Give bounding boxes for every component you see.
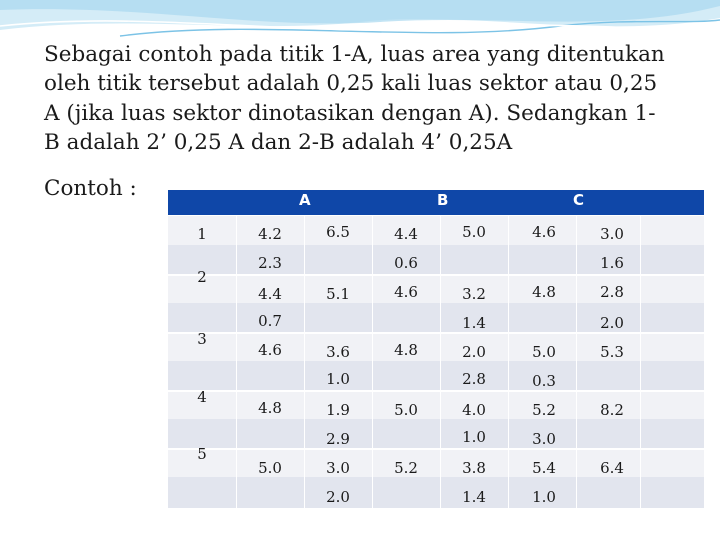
table-cell: 1.6 — [600, 254, 624, 272]
table-cell: 1.0 — [326, 370, 350, 388]
table-cell: 1.0 — [462, 428, 486, 446]
table-cell: 3.0 — [532, 430, 556, 448]
row-label-3: 3 — [197, 330, 207, 348]
table-cell: 1.4 — [462, 488, 486, 506]
table-cell: 3.8 — [462, 459, 486, 477]
table-cell: 6.4 — [600, 459, 624, 477]
table-cell: 2.0 — [462, 343, 486, 361]
table-cell: 1.9 — [326, 401, 350, 419]
table-cell: 4.2 — [258, 225, 282, 243]
table-cell: 0.7 — [258, 312, 282, 330]
table-header-row — [168, 190, 704, 217]
row-label-1: 1 — [197, 225, 207, 243]
paragraph-line-3: A (jika luas sektor dinotasikan dengan A). Sedangkan 1- — [44, 100, 656, 126]
table-cell: 4.6 — [394, 283, 418, 301]
table-cell: 5.0 — [258, 459, 282, 477]
table-cell: 4.8 — [258, 399, 282, 417]
table-cell: 4.6 — [532, 223, 556, 241]
table-cell: 5.0 — [532, 343, 556, 361]
table-cell: 4.8 — [394, 341, 418, 359]
row-label-4: 4 — [197, 388, 207, 406]
table-cell: 4.4 — [258, 285, 282, 303]
paragraph-line-1: Sebagai contoh pada titik 1-A, luas area yang ditentukan — [44, 42, 665, 67]
table-cell: 2.8 — [600, 283, 624, 301]
paragraph-line-4: B adalah 2’ 0,25 A dan 2-B adalah 4’ 0,25A — [44, 129, 513, 155]
table-cell: 4.0 — [462, 401, 486, 419]
table-band — [168, 361, 704, 390]
column-header-b: B — [437, 191, 449, 209]
row-label-5: 5 — [197, 445, 207, 463]
table-cell: 5.2 — [394, 459, 418, 477]
table-band — [168, 419, 704, 448]
explanation-paragraph — [44, 40, 704, 157]
paragraph-line-2: oleh titik tersebut adalah 0,25 kali luas sektor atau 0,25 — [44, 71, 658, 97]
table-cell: 3.2 — [462, 285, 486, 303]
example-label: Contoh : — [44, 176, 137, 201]
table-band — [168, 477, 704, 508]
table-cell: 3.0 — [600, 225, 624, 243]
table-cell: 2.9 — [326, 430, 350, 448]
table-cell: 8.2 — [600, 401, 624, 419]
table-cell: 0.6 — [394, 254, 418, 272]
table-cell: 6.5 — [326, 223, 350, 241]
column-header-c: C — [573, 191, 585, 209]
table-cell: 1.4 — [462, 314, 486, 332]
table-cell: 5.3 — [600, 343, 624, 361]
table-cell: 2.0 — [600, 314, 624, 332]
table-cell: 5.2 — [532, 401, 556, 419]
table-cell: 3.0 — [326, 459, 350, 477]
table-cell: 4.6 — [258, 341, 282, 359]
table-cell: 4.8 — [532, 283, 556, 301]
table-cell: 2.8 — [462, 370, 486, 388]
table-cell: 5.0 — [394, 401, 418, 419]
table-cell: 5.1 — [326, 285, 350, 303]
column-header-a: A — [299, 191, 311, 209]
table-cell: 5.0 — [462, 223, 486, 241]
row-label-2: 2 — [197, 268, 207, 286]
table-cell: 2.0 — [326, 488, 350, 506]
table-cell: 2.3 — [258, 254, 282, 272]
table-cell: 1.0 — [532, 488, 556, 506]
table-cell: 0.3 — [532, 372, 556, 390]
table-cell: 5.4 — [532, 459, 556, 477]
table-cell: 4.4 — [394, 225, 418, 243]
example-table — [168, 216, 704, 508]
table-cell: 3.6 — [326, 343, 350, 361]
